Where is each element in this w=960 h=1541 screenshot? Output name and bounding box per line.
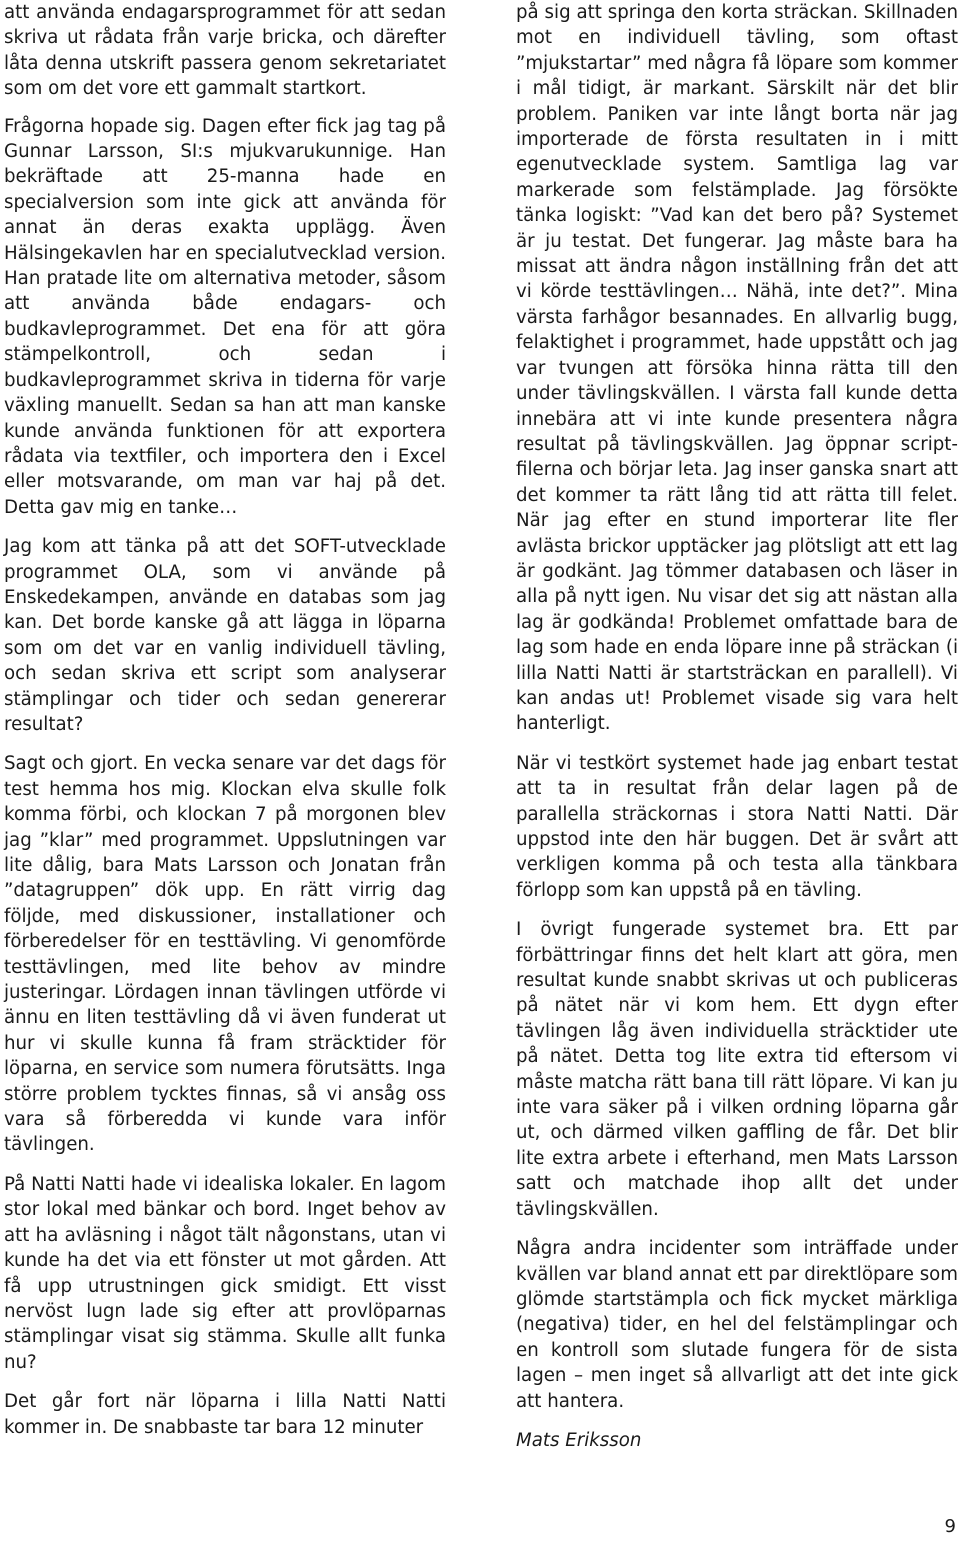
paragraph: Sagt och gjort. En vecka senare var det dags för test hemma hos mig. Klockan elva skulle folk komma förbi, och klockan 7 på morgonen blev jag ”klar” med programmet. Uppslutningen var lite dålig, bara Mats Larsson och Jonatan från ”datagruppen” dök upp. En rätt virrig dag följde, med diskussioner, installationer och förberedelser för en testtävling. Vi genomförde testtävlingen, med lite behov av mindre justeringar. Lördagen innan tävlingen utförde vi ännu en liten testtävling då vi även funderat ut hur vi skulle kunna få fram sträcktider för löparna, en service som numera förutsätts. Inga större problem tycktes finnas, så vi ansåg oss vara så förberedda vi kunde vara inför tävlingen. bbox=[4, 753, 446, 1156]
paragraph: Det går fort när löparna i lilla Natti Natti kommer in. De snabbaste tar bara 12 minuter bbox=[4, 1391, 446, 1438]
right-column bbox=[516, 0, 958, 1467]
paragraph: Jag kom att tänka på att det SOFT-utvecklade programmet OLA, som vi använde på Enskedekampen, använde en databas som jag kan. Det borde kanske gå att lägga in löparna som om det var en vanlig individuell tävling, och sedan skriva ett script som analyserar stämplingar och tider och sedan genererar resultat? bbox=[4, 536, 446, 735]
paragraph: Några andra incidenter som inträffade under kvällen var bland annat ett par direktlöpare som glömde startstämpla och fick mycket märkliga (negativa) tider, en hel del felstämplingar och en kontroll som slutade fungera för de sista lagen – men inget så allvarligt att det inte gick att hantera. bbox=[516, 1238, 959, 1412]
page-number: 9 bbox=[944, 1516, 956, 1537]
paragraph: På Natti Natti hade vi idealiska lokaler. En lagom stor lokal med bänkar och bord. Inget behov av att ha avläsning i något tält någonstans, utan vi kunde ha det via ett fönster ut mot gården. Att få upp utrustningen gick smidigt. Ett visst nervöst lugn lade sig efter att provlöparnas stämplingar visat sig stämma. Skulle allt funka nu? bbox=[4, 1173, 446, 1373]
paragraph: på sig att springa den korta sträckan. Skillnaden mot en individuell tävling, som oftast ”mjukstartar” med några få löpare som kommer i mål tidigt, är markant. Särskilt när det blir problem. Paniken var inte långt borta när jag importerade de första resultaten in i mitt egenutvecklade system. Samtliga lag var markerade som felstämplade. Jag försökte tänka logiskt: ”Vad kan det bero på? Systemet är ju testat. Det fungerar. Jag måste bara ha missat att ändra någon inställning från det att vi körde testtävlingen… Nähä, inte det?”. Mina värsta farhågor besannades. En allvarlig bugg, felaktighet i programmet, hade uppstått och jag var tvungen att försöka hinna rätta till den under tävlingskvällen. I värsta fall kunde detta innebära att vi inte kunde presentera några resultat på tävlingskvällen. Jag öppnar script-filerna och börjar leta. Jag inser ganska snart att det kommer ta rätt lång tid att rätta till felet. När jag efter en stund importerar lite fler avlästa brickor upptäcker jag plötsligt att ett lag är godkänt. Jag tömmer databasen och läser in alla på nytt igen. Nu visar det sig att nästan alla lag är godkända! Problemet omfattade bara de lag som hade en enda löpare inne på sträckan (i lilla Natti Natti är startsträckan en parallell). Vi kan andas ut! Problemet visade sig vara helt hanterligt. bbox=[516, 2, 958, 735]
paragraph: Frågorna hopade sig. Dagen efter fick jag tag på Gunnar Larsson, SI:s mjukvarukunnige. Han bekräftade att 25-manna hade en specialversion som inte gick att använda för annat än deras exakta upplägg. Även Hälsingekavlen har en specialutvecklad version. Han pratade lite om alternativa metoder, såsom att använda både endagars- och budkavleprogrammet. Det ena för att göra stämpelkontroll, och sedan i budkavleprogrammet skriva in tiderna för varje växling manuellt. Sedan sa han att man kanske kunde använda funktionen för att exportera rådata via textfiler, och importera den i Excel eller motsvarande, om man var haj på det. Detta gav mig en tanke… bbox=[4, 115, 446, 518]
author-signature: Mats Eriksson bbox=[516, 1429, 642, 1451]
paragraph: att använda endagarsprogrammet för att sedan skriva ut rådata från varje bricka, och därefter låta denna utskrift passera genom sekretariatet som om det vore ett gammalt startkort. bbox=[4, 2, 446, 100]
left-column bbox=[4, 0, 446, 1454]
paragraph: I övrigt fungerade systemet bra. Ett par förbättringar finns det helt klart att göra, men resultat kunde snabbt skrivas ut och publiceras på nätet när vi kom hem. Ett dygn efter tävlingen låg även individuella sträcktider ute på nätet. Detta tog lite extra tid eftersom vi måste matcha rätt bana till rätt löpare. Vi kan ju inte vara säker på i vilken ordning löparna går ut, och därmed vilken gaffling de får. Det blir lite extra arbete i efterhand, men Mats Larsson satt och matchade ihop allt det under tävlingskvällen. bbox=[516, 919, 958, 1220]
paragraph: När vi testkört systemet hade jag enbart testat att ta in resultat från delar lagen på de parallella sträckornas i stora Natti Natti. Där uppstod inte den här buggen. Det är svårt att verkligen komma på och testa alla tänkbara förlopp som kan uppstå på en tävling. bbox=[516, 752, 958, 901]
